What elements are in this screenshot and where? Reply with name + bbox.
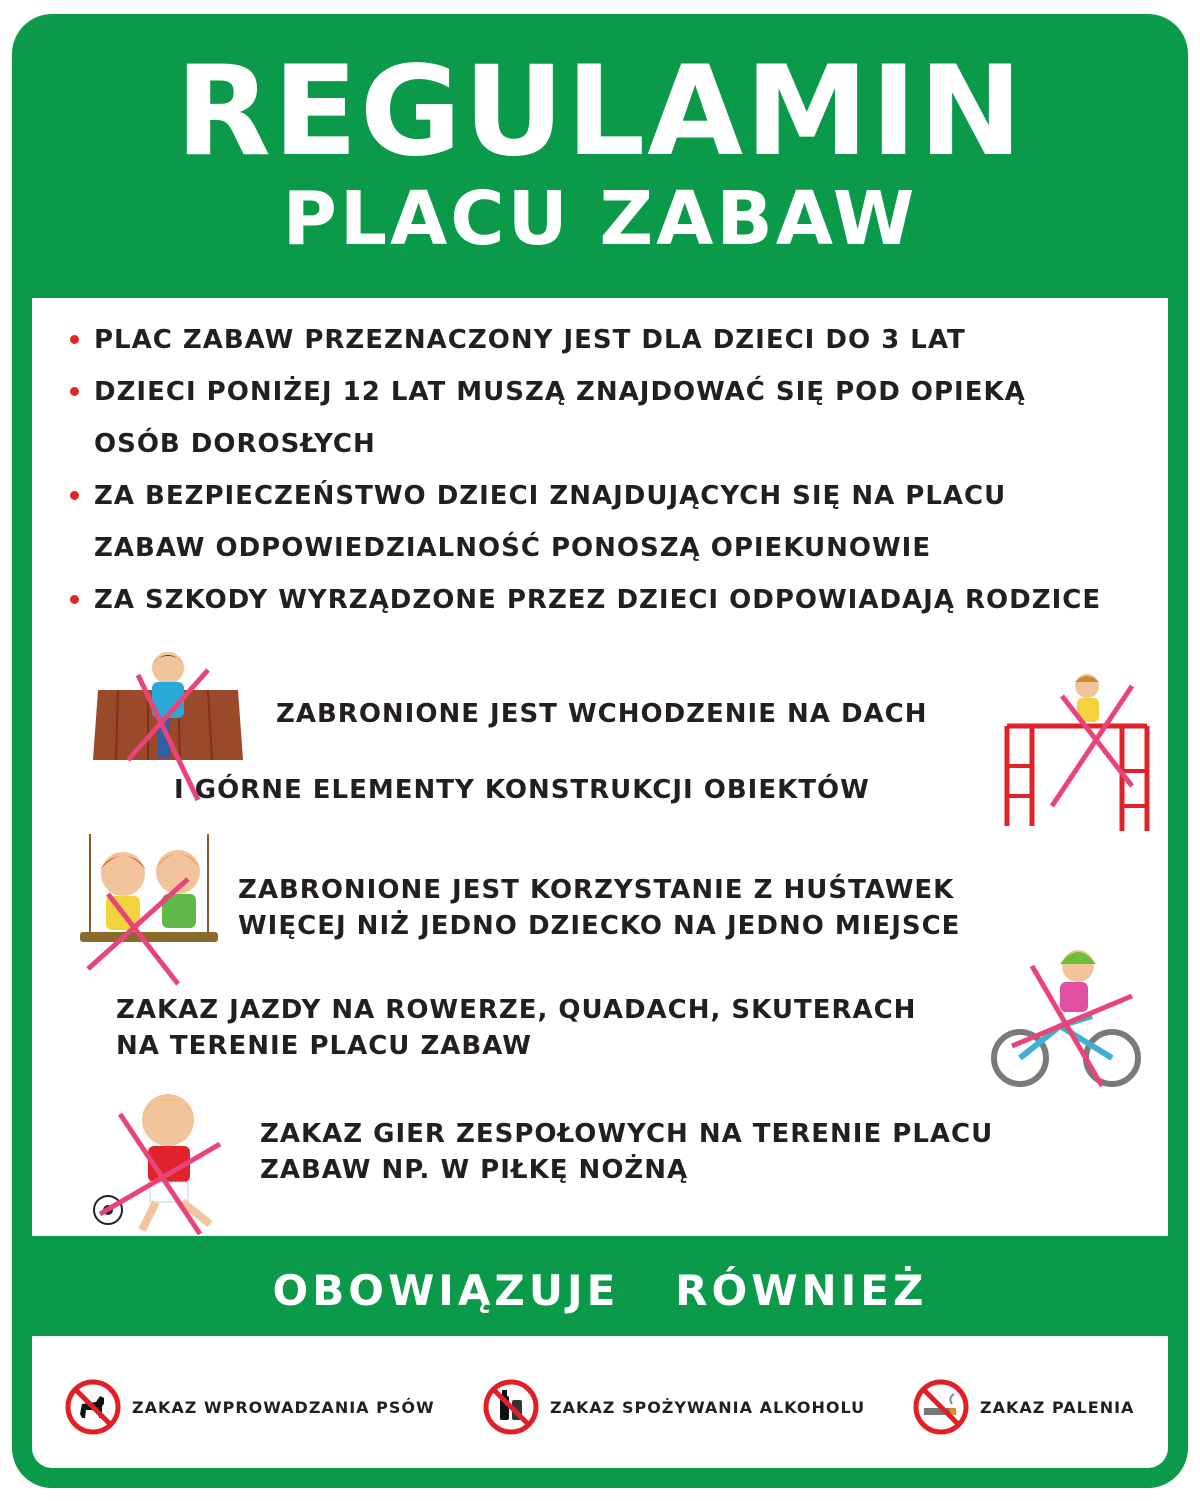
sign-subtitle: PLACU ZABAW — [282, 176, 918, 262]
also-applies-heading: OBOWIĄZUJE RÓWNIEŻ — [272, 1266, 928, 1315]
prohibition-text: ZABRONIONE JEST WCHODZENIE NA DACH — [276, 699, 928, 729]
rule-text: DZIECI PONIŻEJ 12 LAT MUSZĄ ZNAJDOWAĆ SIĘ POD OPIEKĄ OSÓB DOROSŁYCH — [94, 377, 1026, 459]
ban-label: ZAKAZ SPOŻYWANIA ALKOHOLU — [550, 1397, 866, 1417]
prohibition-text: ZABAW NP. W PIŁKĘ NOŻNĄ — [260, 1155, 689, 1185]
bullet-dot — [70, 335, 79, 344]
prohibition-text: ZAKAZ JAZDY NA ROWERZE, QUADACH, SKUTERACH — [116, 995, 917, 1025]
prohibition-text: NA TERENIE PLACU ZABAW — [116, 1031, 532, 1061]
rule-item — [70, 314, 1160, 366]
regulations-sign — [12, 14, 1188, 1488]
prohibition-text: ZABRONIONE JEST KORZYSTANIE Z HUŚTAWEK — [238, 875, 955, 905]
roof-climbing-icon — [88, 650, 248, 810]
rule-item — [70, 470, 1054, 574]
climbing-frame-icon — [992, 666, 1162, 836]
ban-item — [482, 1378, 865, 1436]
bullet-dot — [70, 387, 79, 396]
bullet-dot — [70, 595, 79, 604]
ban-label: ZAKAZ WPROWADZANIA PSÓW — [132, 1397, 435, 1417]
sign-title: REGULAMIN — [175, 40, 1025, 184]
bicycle-child-icon — [982, 946, 1152, 1096]
rules-list — [70, 314, 1160, 626]
no-smoking-icon — [912, 1378, 970, 1436]
ban-item — [64, 1378, 435, 1436]
rule-text: ZA SZKODY WYRZĄDZONE PRZEZ DZIECI ODPOWIADAJĄ RODZICE — [94, 585, 1102, 615]
additional-bans-panel — [32, 1336, 1168, 1468]
prohibition-text: WIĘCEJ NIŻ JEDNO DZIECKO NA JEDNO MIEJSCE — [238, 911, 961, 941]
bullet-dot — [70, 491, 79, 500]
no-alcohol-icon — [482, 1378, 540, 1436]
rule-text: ZA BEZPIECZEŃSTWO DZIECI ZNAJDUJĄCYCH SIĘ NA PLACU ZABAW ODPOWIEDZIALNOŚĆ PONOSZĄ OPIEKUNOWIE — [94, 481, 1007, 563]
prohibition-text: ZAKAZ GIER ZESPOŁOWYCH NA TERENIE PLACU — [260, 1119, 994, 1149]
rules-panel — [32, 298, 1168, 1236]
ban-item — [912, 1378, 1134, 1436]
rule-item — [70, 366, 1074, 470]
swing-children-icon — [68, 834, 228, 994]
rule-text: PLAC ZABAW PRZEZNACZONY JEST DLA DZIECI DO 3 LAT — [94, 325, 966, 355]
ban-label: ZAKAZ PALENIA — [980, 1397, 1135, 1417]
rule-item — [70, 574, 1160, 626]
football-child-icon — [90, 1084, 240, 1244]
prohibition-text: I GÓRNE ELEMENTY KONSTRUKCJI OBIEKTÓW — [174, 775, 870, 805]
no-dogs-icon — [64, 1378, 122, 1436]
